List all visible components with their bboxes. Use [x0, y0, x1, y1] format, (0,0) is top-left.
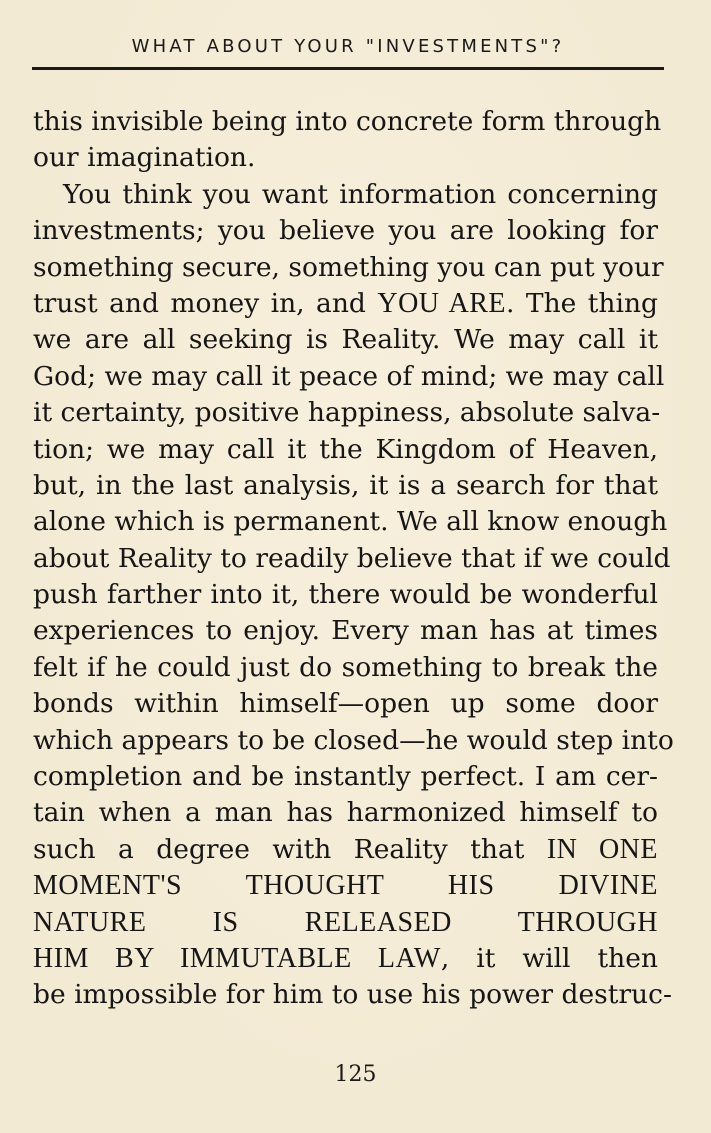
text-line: investments; you believe you are looking for — [33, 215, 658, 247]
text-line: God; we may call it peace of mind; we may call — [33, 360, 665, 392]
text-line: but, in the last analysis, it is a search for that — [33, 469, 658, 501]
text-line: tain when a man has harmonized himself to — [33, 797, 658, 829]
body-text — [33, 104, 674, 1014]
text-line — [33, 905, 658, 941]
text-run: trust and money in, and — [33, 287, 378, 319]
text-run: , it will then — [440, 942, 658, 974]
text-line — [33, 868, 658, 904]
text-line: we are all seeking is Reality. We may call it — [33, 324, 658, 356]
emphasis-caps: IN ONE — [546, 833, 658, 865]
text-line — [33, 286, 658, 322]
emphasis-caps: MOMENT'S THOUGHT HIS DIVINE — [33, 870, 658, 902]
text-line: felt if he could just do something to break the — [33, 651, 658, 683]
emphasis-caps: NATURE IS RELEASED THROUGH — [33, 906, 658, 938]
text-line: our imagination. — [33, 142, 256, 174]
text-line — [33, 941, 658, 977]
emphasis-caps: HIM BY IMMUTABLE LAW — [33, 942, 441, 974]
text-line: about Reality to readily believe that if we could — [33, 542, 671, 574]
text-line: which appears to be closed—he would step into — [33, 724, 674, 756]
text-line: it certainty, positive happiness, absolute salva- — [33, 397, 661, 429]
text-run: . The thing — [506, 287, 659, 319]
text-line: You think you want information concerning — [63, 178, 658, 210]
text-line: tion; we may call it the Kingdom of Heaven, — [33, 433, 658, 465]
text-line: experiences to enjoy. Every man has at times — [33, 615, 658, 647]
text-run: such a degree with Reality that — [33, 833, 547, 865]
text-line: this invisible being into concrete form through — [33, 106, 662, 137]
text-line: be impossible for him to use his power destruc- — [33, 979, 672, 1011]
text-line: push farther into it, there would be wonderful — [33, 579, 658, 611]
text-line — [33, 832, 658, 868]
text-line: bonds within himself—open up some door — [33, 688, 658, 720]
text-line: alone which is permanent. We all know enough — [33, 506, 668, 538]
running-head: WHAT ABOUT YOUR "INVESTMENTS"? — [131, 36, 565, 57]
emphasis-caps: YOU ARE — [377, 287, 507, 319]
text-line: completion and be instantly perfect. I am cer- — [33, 761, 658, 793]
header-rule — [32, 67, 664, 70]
text-line: something secure, something you can put your — [33, 251, 664, 283]
page-number: 125 — [334, 1062, 377, 1087]
